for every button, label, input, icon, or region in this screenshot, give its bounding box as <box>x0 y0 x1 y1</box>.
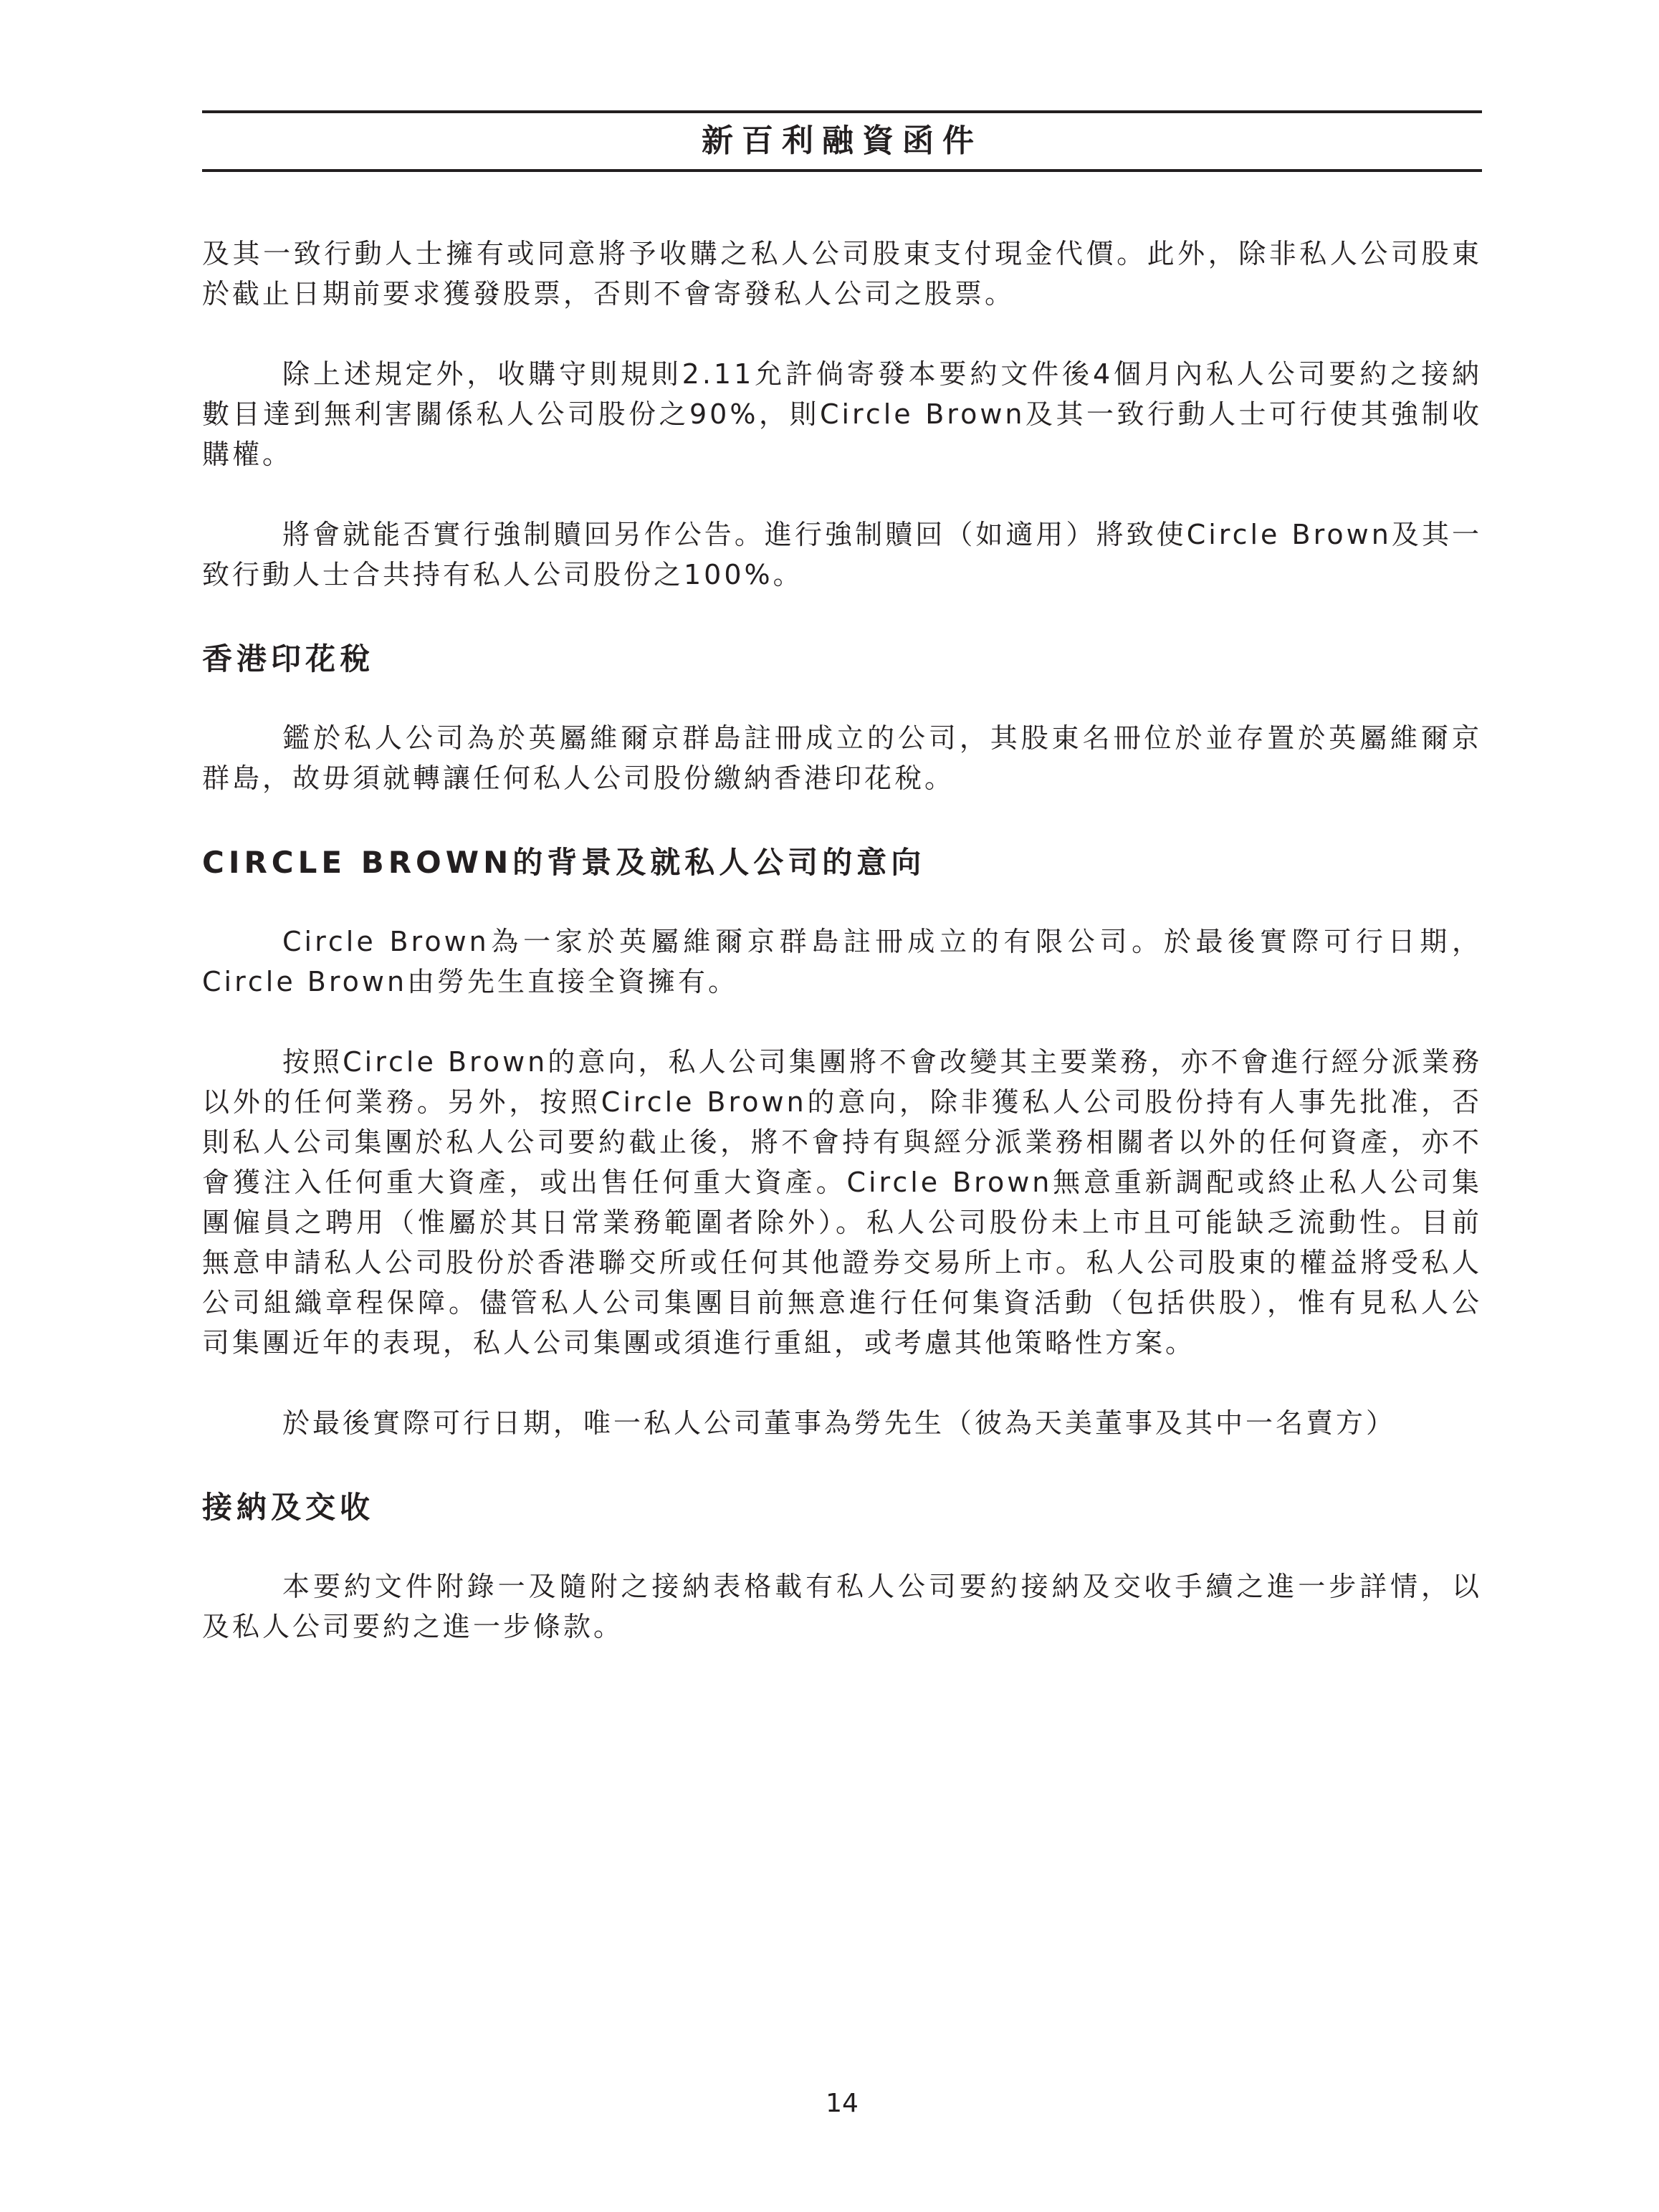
header-title: 新百利融資函件 <box>702 123 983 159</box>
paragraph-acceptance-settlement: 本要約文件附錄一及隨附之接納表格載有私人公司要約接納及交收手續之進一步詳情，以及私人公司要約之進一步條款。 <box>202 1571 1482 1642</box>
paragraph-cash-consideration: 及其一致行動人士擁有或同意將予收購之私人公司股東支付現金代價。此外，除非私人公司股東於截止日期前要求獲發股票，否則不會寄發私人公司之股票。 <box>202 238 1482 310</box>
header-rule-top <box>202 110 1482 113</box>
page-number: 14 <box>826 2089 859 2118</box>
paragraph-stamp-duty: 鑑於私人公司為於英屬維爾京群島註冊成立的公司，其股東名冊位於並存置於英屬維爾京群島，故毋須就轉讓任何私人公司股份繳納香港印花稅。 <box>202 722 1482 794</box>
paragraph-circle-brown-intention: 按照Circle Brown的意向，私人公司集團將不會改變其主要業務，亦不會進行經分派業務以外的任何業務。另外，按照Circle Brown的意向，除非獲私人公司股份持有人事先批准，否則私人公司集團於私人公司要約截止後，將不會持有與經分派業務相關者以外的任何資產，亦不會獲注入任何重大資產，或出售任何重大資產。Circle Brown無意重新調配或終止私人公司集團僱員之聘用（惟屬於其日常業務範圍者除外）。私人公司股份未上市且可能缺乏流動性。目前無意申請私人公司股份於香港聯交所或任何其他證券交易所上市。私人公司股東的權益將受私人公司組織章程保障。儘管私人公司集團目前無意進行任何集資活動（包括供股），惟有見私人公司集團近年的表現，私人公司集團或須進行重組，或考慮其他策略性方案。 <box>202 1046 1482 1359</box>
section-heading-circle-brown: CIRCLE BROWN的背景及就私人公司的意向 <box>202 845 926 880</box>
document-page <box>202 0 1482 2212</box>
section-heading-stamp-duty: 香港印花稅 <box>202 641 375 676</box>
document-body <box>202 234 1482 1647</box>
header-rule-bottom <box>202 169 1482 172</box>
paragraph-compulsory-redemption: 將會就能否實行強制贖回另作公告。進行強制贖回（如適用）將致使Circle Brown及其一致行動人士合共持有私人公司股份之100%。 <box>202 519 1482 590</box>
paragraph-private-company-director: 於最後實際可行日期，唯一私人公司董事為勞先生（彼為天美董事及其中一名賣方） <box>282 1407 1397 1439</box>
paragraph-circle-brown-background: Circle Brown為一家於英屬維爾京群島註冊成立的有限公司。於最後實際可行日期，Circle Brown由勞先生直接全資擁有。 <box>202 926 1482 997</box>
section-heading-acceptance: 接納及交收 <box>202 1490 375 1525</box>
paragraph-compulsory-acquisition: 除上述規定外，收購守則規則2.11允許倘寄發本要約文件後4個月內私人公司要約之接納數目達到無利害關係私人公司股份之90%，則Circle Brown及其一致行動人士可行使其強制收購權。 <box>202 358 1482 470</box>
